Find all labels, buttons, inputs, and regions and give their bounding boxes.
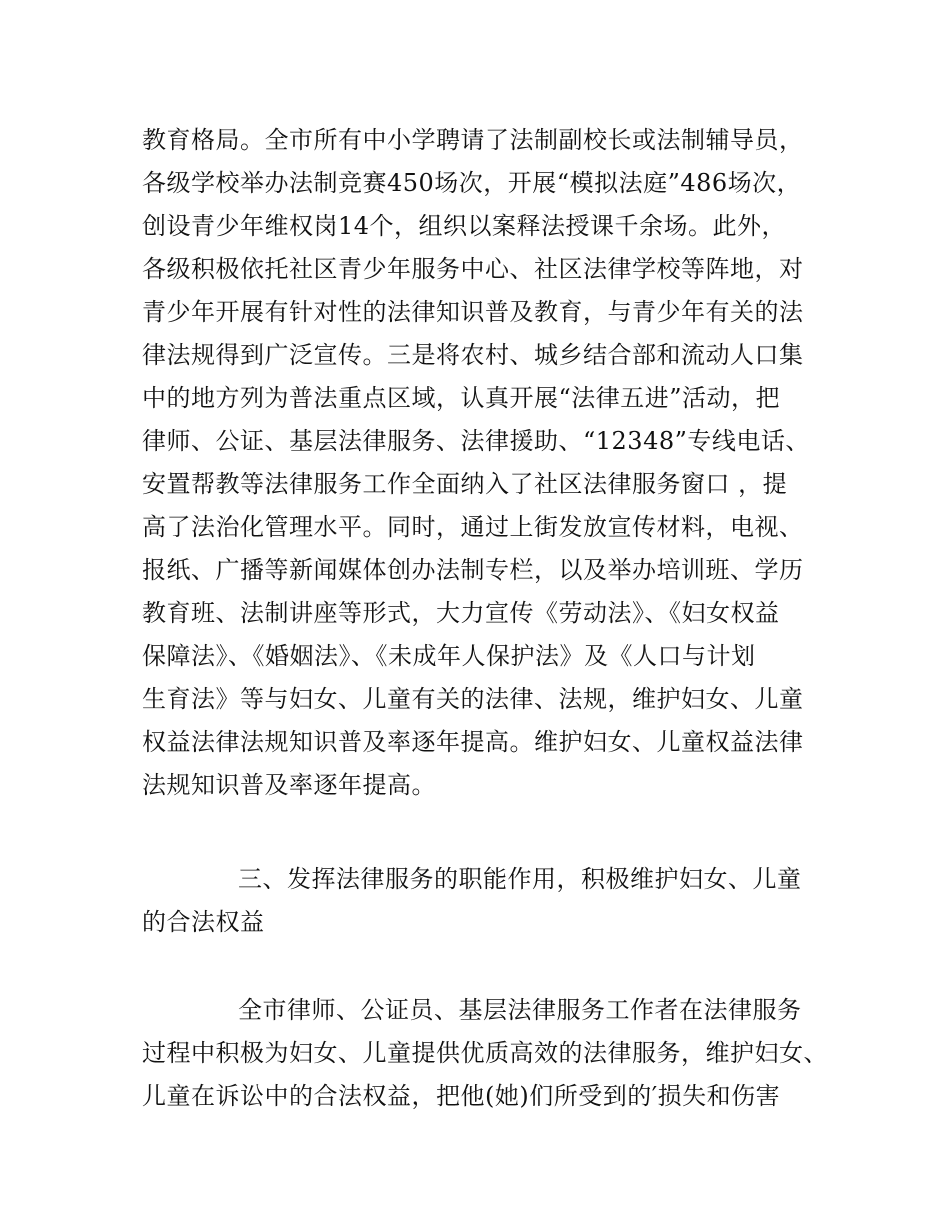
text-line: 青少年开展有针对性的法律知识普及教育，与青少年有关的法 — [142, 298, 804, 326]
text-line: 生育法》等与妇女、儿童有关的法律、法规，维护妇女、儿童 — [142, 685, 804, 713]
text-line: 权益法律法规知识普及率逐年提高。维护妇女、儿童权益法律 — [142, 728, 804, 756]
text-line: 高了法治化管理水平。同时，通过上街发放宣传材料，电视、 — [142, 513, 804, 541]
text-line: 保障法》、《婚姻法》、《未成年人保护法》及《人口与计划 — [142, 642, 756, 670]
text-line: 教育格局。全市所有中小学聘请了法制副校长或法制辅导员， — [142, 126, 804, 154]
text-line: 过程中积极为妇女、儿童提供优质高效的法律服务，维护妇女、 — [142, 1039, 828, 1067]
text-line: 律师、公证、基层法律服务、法律援助、“12348”专线电话、 — [142, 427, 810, 455]
text-line: 儿童在诉讼中的合法权益，把他(她)们所受到的′损失和伤害 — [142, 1082, 781, 1110]
text-line: 律法规得到广泛宣传。三是将农村、城乡结合部和流动人口集 — [142, 341, 804, 369]
heading-line: 三、发挥法律服务的职能作用，积极维护妇女、儿童 — [238, 865, 802, 893]
text-line: 创设青少年维权岗14个，组织以案释法授课千余场。此外， — [142, 212, 787, 240]
text-line: 教育班、法制讲座等形式，大力宣传《劳动法》、《妇女权益 — [142, 599, 780, 627]
heading-line: 的合法权益 — [142, 908, 265, 936]
text-line: 全市律师、公证员、基层法律服务工作者在法律服务 — [238, 996, 802, 1024]
text-line: 报纸、广播等新闻媒体创办法制专栏，以及举办培训班、学历 — [142, 556, 804, 584]
text-line: 法规知识普及率逐年提高。 — [142, 771, 436, 799]
text-line: 各级积极依托社区青少年服务中心、社区法律学校等阵地，对 — [142, 255, 804, 283]
text-line: 各级学校举办法制竞赛450场次，开展“模拟法庭”486场次， — [142, 169, 802, 197]
text-line: 安置帮教等法律服务工作全面纳入了社区法律服务窗口 ，提 — [142, 470, 788, 498]
text-line: 中的地方列为普法重点区域，认真开展“法律五进”活动，把 — [142, 384, 781, 412]
